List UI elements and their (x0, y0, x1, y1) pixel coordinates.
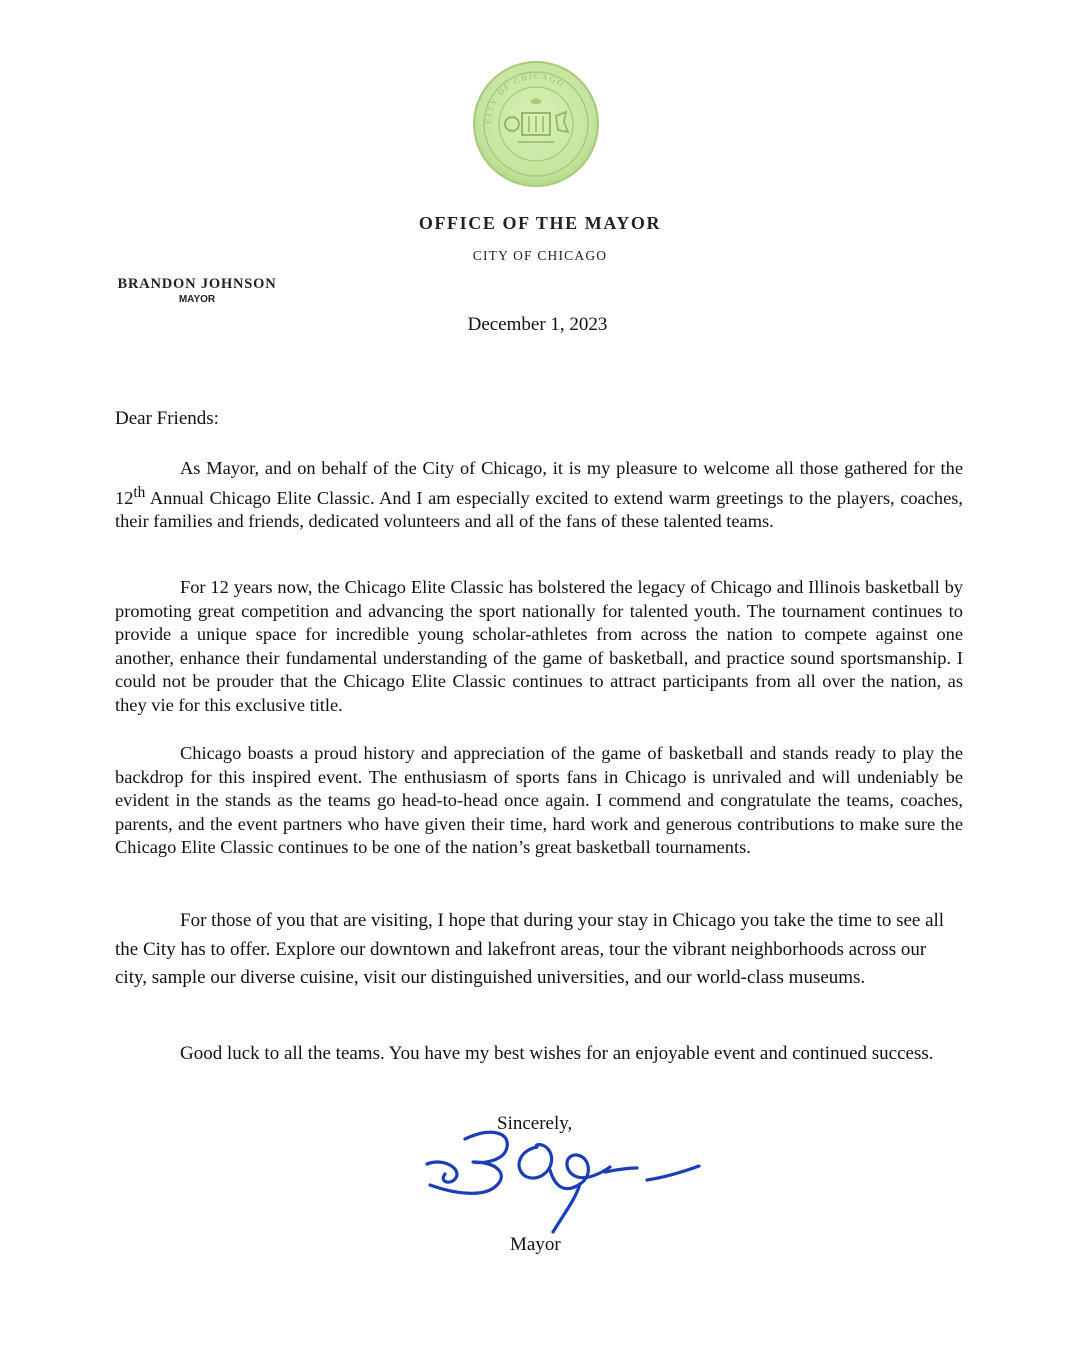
ordinal-suffix: th (133, 483, 146, 501)
paragraph-chicago: Chicago boasts a proud history and appreciation of the game of basketball and stands ready to play the backdrop for this inspired event. The enthusiasm of sports fans in Chicago is unrivaled and will undeniably be evident in the stands as the teams go head-to-head once again. I commend and congratulate the teams, coaches, parents, and the event partners who have given their time, hard work and generous contributions to make sure the Chicago Elite Classic continues to be one of the nation’s great basketball tournaments. (115, 743, 963, 858)
handwritten-signature-icon (415, 1112, 715, 1247)
paragraph-history: For 12 years now, the Chicago Elite Classic has bolstered the legacy of Chicago and Illinois basketball by promoting great competition and advancing the sport nationally for talented youth. The tournament continues to provide a unique space for incredible young scholar-athletes from across the nation to compete against one another, enhance their fundamental understanding of the game of basketball, and practice sound sportsmanship. I could not be prouder that the Chicago Elite Classic continues to attract participants from all over the nation, as they vie for this exclusive title. (115, 577, 963, 715)
signer-title: Mayor (510, 1234, 561, 1255)
city-seal-icon (472, 60, 600, 188)
salutation: Dear Friends: (115, 408, 219, 429)
paragraph-welcome (115, 457, 963, 534)
paragraph-welcome-part-1: As Mayor, and on behalf of the City of Chicago, it is my pleasure to welcome all those gathered for the 12 (115, 458, 963, 508)
paragraph-welcome-part-2: Annual Chicago Elite Classic. And I am especially excited to extend warm greetings to the players, coaches, their families and friends, dedicated volunteers and all of the fans of these talented teams. (115, 487, 963, 532)
mayor-name: BRANDON JOHNSON (117, 276, 277, 292)
paragraph-visitors: For those of you that are visiting, I hope that during your stay in Chicago you take the time to see all the City has to offer. Explore our downtown and lakefront areas, tour the vibrant neighborhoods across our city, sample our diverse cuisine, visit our distinguished universities, and our world-class museums. (115, 910, 945, 989)
paragraph-closing: Good luck to all the teams. You have my best wishes for an enjoyable event and continued success. (180, 1043, 934, 1064)
letter-date: December 1, 2023 (467, 314, 608, 335)
seal-text: CITY OF CHICAGO (483, 71, 567, 125)
city-title: CITY OF CHICAGO (472, 248, 608, 263)
mayor-title: MAYOR (178, 294, 216, 305)
closing-word: Sincerely, (497, 1113, 573, 1134)
office-title: OFFICE OF THE MAYOR (418, 213, 662, 233)
